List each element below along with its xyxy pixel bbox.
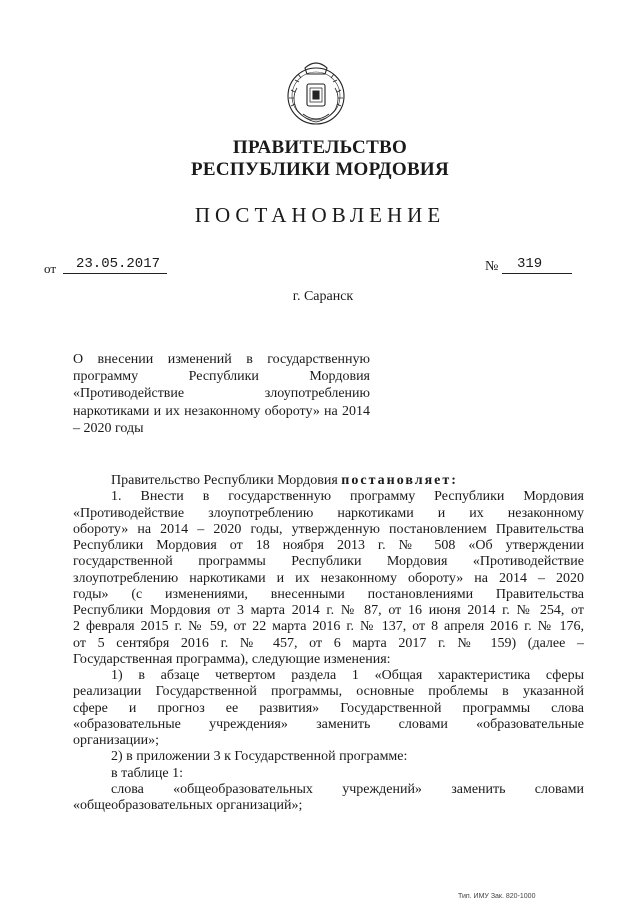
document-date: 23.05.2017 — [63, 256, 167, 274]
body-line: реализации Государственной программы, основные проблемы в указанной — [73, 684, 584, 700]
body-line: «общеобразовательных организаций»; — [73, 798, 303, 813]
body-line: Государственная программа), следующие изменения: — [73, 651, 391, 667]
coat-of-arms-emblem — [283, 58, 349, 130]
government-title-line2: РЕСПУБЛИКИ МОРДОВИЯ — [190, 159, 450, 180]
decree-body — [73, 473, 584, 814]
body-line: сфере и прогноз ее развития» Государственной программы слова — [73, 700, 584, 716]
decree-subject-title: О внесении изменений в государственную программу Республики Мордовия «Противодействие злоупотреблению наркотиками и их незаконному обороту» на 2014 – 2020 годы — [73, 352, 370, 436]
body-line: от 5 сентября 2016 г. № 457, от 6 марта 2017 г. № 159) (далее – — [73, 635, 584, 651]
body-line: в таблице 1: — [111, 765, 183, 781]
body-line: Республики Мордовия от 18 ноября 2013 г. № 508 «Об утверждении — [73, 538, 584, 553]
body-line: 2 февраля 2015 г. № 59, от 22 марта 2016 г. № 137, от 8 апреля 2016 г. № 176, — [73, 619, 584, 635]
body-line: слова «общеобразовательных учреждений» заменить словами — [111, 781, 584, 797]
city-name: г. Саранск — [292, 289, 354, 304]
number-label: № — [485, 259, 499, 274]
body-line: годы» (с изменениями, внесенными постановлениями Правительства — [73, 586, 584, 602]
date-label: от — [44, 261, 57, 276]
body-line: злоупотреблению наркотиками и их незаконному обороту» на 2014 – 2020 — [73, 570, 584, 586]
body-line: «образовательные учреждения» заменить словами «образовательные — [73, 716, 584, 732]
printer-footer: Тип. ИМУ Зак. 820-1000 — [458, 893, 536, 900]
government-title-line1: ПРАВИТЕЛЬСТВО — [232, 137, 408, 158]
body-line: 1. Внести в государственную программу Республики Мордовия — [111, 489, 584, 505]
body-line: государственной программы Республики Мордовия «Противодействие — [73, 554, 584, 570]
intro-line — [73, 473, 584, 489]
document-number: 319 — [502, 256, 572, 274]
body-line: «Противодействие злоупотреблению наркотиками и их незаконному — [73, 505, 584, 521]
body-line: 2) в приложении 3 к Государственной программе: — [111, 749, 408, 765]
body-line: организации»; — [73, 733, 160, 748]
body-line: Республики Мордовия от 3 марта 2014 г. № 87, от 16 июня 2014 г. № 254, от — [73, 603, 584, 618]
document-type-heading: ПОСТАНОВЛЕНИЕ — [194, 203, 446, 227]
body-line: 1) в абзаце четвертом раздела 1 «Общая характеристика сферы — [111, 668, 584, 683]
intro-prefix: Правительство Республики Мордовия — [111, 473, 338, 488]
intro-decrees-word: постановляет: — [341, 473, 458, 488]
body-line: обороту» на 2014 – 2020 годы, утвержденную постановлением Правительства — [73, 521, 584, 537]
